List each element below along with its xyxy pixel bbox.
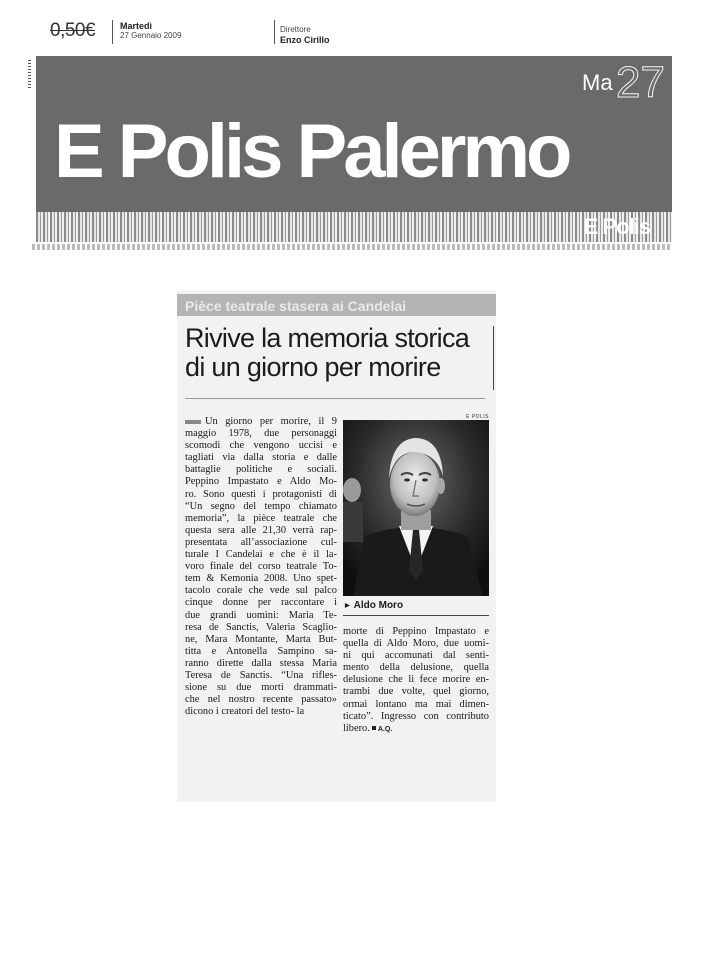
body-text: ni qui accomunati dal senti-	[343, 650, 489, 662]
body-text: delusione che li fece morire en-	[343, 674, 489, 686]
body-text-line	[185, 622, 337, 634]
caption-rule	[343, 615, 489, 616]
body-column-right	[343, 626, 489, 736]
photo-credit: E POLIS	[466, 414, 489, 420]
body-text: dicono i creatori del testo- la	[185, 706, 305, 718]
body-text: maggio 1978, due personaggi	[185, 428, 337, 440]
kicker: Pièce teatrale stasera ai Candelai	[185, 298, 407, 314]
body-text: turale I Candelai e che è il la-	[185, 549, 337, 561]
triangle-icon: ▶	[345, 602, 350, 609]
issue-date: 27 Gennaio 2009	[120, 31, 182, 40]
masthead	[28, 16, 672, 258]
body-text-line	[185, 440, 337, 452]
body-text: questa sera alle 21,30 verrà rap-	[185, 524, 337, 536]
body-text-line	[185, 670, 337, 682]
body-text: presentata all’associazione cul-	[185, 536, 337, 548]
body-text: tem & Kemonia 2008. Uno spet-	[185, 573, 337, 585]
body-text: mento della delusione, quella	[343, 662, 489, 674]
body-text-line	[343, 638, 489, 650]
body-text-line	[185, 464, 337, 476]
body-text-line	[185, 513, 337, 525]
body-text-line	[343, 650, 489, 662]
headline	[185, 324, 469, 382]
photo-caption	[345, 600, 403, 611]
headline-line: di un giorno per morire	[185, 352, 441, 382]
director-label: Direttore	[280, 25, 311, 34]
body-text: ne, Mara Montante, Marta But-	[185, 633, 337, 645]
body-text: tacolo corale che vede sul palco	[185, 585, 337, 597]
barcode-strip	[36, 212, 672, 242]
body-column-left	[185, 416, 337, 718]
body-text-line	[185, 489, 337, 501]
end-square-icon	[372, 726, 376, 730]
body-text: resa de Sanctis, Valeria Scaglio-	[185, 621, 337, 633]
newspaper-title: E Polis Palermo	[54, 109, 569, 194]
body-text-line	[185, 525, 337, 537]
body-text-line	[343, 723, 489, 736]
brand-logo: E Polis	[583, 214, 650, 239]
day-abbr: Ma	[582, 70, 613, 95]
weekday: Martedì	[120, 21, 153, 31]
day-number: 27	[616, 58, 665, 107]
body-text: Peppino Impastato e Aldo Mo-	[185, 476, 337, 488]
body-text-line	[185, 646, 337, 658]
caption-text: Aldo Moro	[353, 600, 404, 611]
article-clipping	[177, 290, 496, 802]
masthead-banner	[36, 56, 672, 212]
body-text-line	[185, 537, 337, 549]
director-name: Enzo Cirillo	[280, 35, 330, 45]
body-text: battaglie politiche e sociali.	[185, 464, 337, 476]
signature-text: A.Q.	[377, 725, 393, 733]
dateline	[120, 21, 181, 41]
body-text-line	[343, 662, 489, 674]
divider	[112, 20, 113, 44]
column-rule	[493, 326, 494, 390]
body-text-line	[185, 476, 337, 488]
masthead-topline	[28, 16, 668, 48]
body-text-line	[343, 626, 489, 638]
body-text-line	[185, 682, 337, 694]
body-text-line	[185, 501, 337, 513]
body-text: ro. Sono questi i protagonisti di	[185, 488, 337, 500]
body-text-line	[185, 428, 337, 440]
body-text-line	[185, 585, 337, 597]
body-text: Teresa de Sanctis. “Una rifles-	[185, 669, 337, 681]
body-text: sione su due morti drammati-	[185, 682, 337, 694]
body-text-line	[343, 699, 489, 711]
masthead-underline	[32, 244, 672, 250]
body-text-line	[185, 452, 337, 464]
body-text: ranno dirette dalla stessa Maria	[185, 657, 337, 669]
body-text: quella di Aldo Moro, due uomi-	[343, 638, 489, 650]
body-text: voro finale del corso teatrale To-	[185, 561, 337, 573]
body-text: ticato”. Ingresso con contributo	[343, 710, 489, 722]
body-text-line	[185, 597, 337, 609]
price: 0,50€	[50, 20, 96, 41]
body-text-line	[185, 634, 337, 646]
body-text: memoria”, la pièce teatrale che	[185, 512, 337, 524]
body-text-line	[185, 706, 337, 718]
body-text: scomodi che vengono uccisi e	[185, 440, 337, 452]
body-text-line	[185, 694, 337, 706]
body-text-line	[185, 658, 337, 670]
body-text-line	[185, 561, 337, 573]
edge-marks	[28, 60, 31, 90]
body-text: Un giorno per morire, il 9	[205, 416, 337, 427]
body-text-line	[343, 686, 489, 698]
body-text: che nel nostro recente passato»	[185, 694, 337, 706]
body-text: morte di Peppino Impastato e	[343, 626, 489, 637]
body-text-line	[343, 674, 489, 686]
body-text-line	[185, 549, 337, 561]
body-text: titta e Antonella Sampino sa-	[185, 645, 337, 657]
kicker-bar	[177, 294, 496, 316]
body-text-line	[185, 573, 337, 585]
body-text: libero.	[343, 722, 370, 734]
aldo-moro-photo	[343, 420, 489, 596]
director-block	[280, 25, 330, 45]
body-text: trambi due volte, quel giorno,	[343, 686, 489, 698]
body-text: cinque donne per raccontare i	[185, 597, 337, 609]
body-text-line	[185, 610, 337, 622]
body-text: “Un segno del tempo chiamato	[185, 500, 337, 512]
body-text: tagliati via dalla storia e dalle	[185, 452, 337, 464]
body-text-line	[343, 711, 489, 723]
lead-marker	[185, 420, 201, 424]
headline-rule	[185, 398, 485, 399]
author-signature	[370, 726, 392, 733]
headline-line: Rivive la memoria storica	[185, 323, 470, 353]
body-text-line	[185, 416, 337, 428]
divider	[274, 20, 275, 44]
body-text: ormai lontano ma mai dimen-	[343, 698, 489, 710]
body-text: due grandi uomini: Maria Te-	[185, 609, 337, 621]
